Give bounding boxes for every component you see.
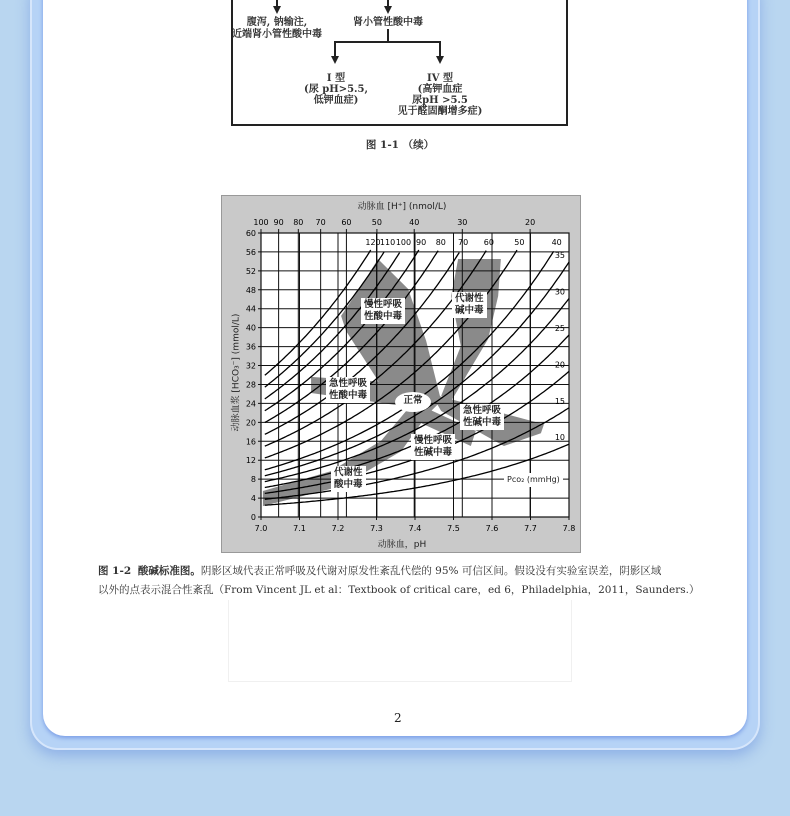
x-axis-title: 动脉血，pH [377,540,427,550]
figure-1-2-caption-line2: 以外的点表示混合性紊乱（From Vincent JL et al：Textbook of critical care，ed 6，Philadelphia，2011，Saunders.） [98,584,700,596]
chart-svg [222,196,582,554]
label-metabolic-acidosis [331,466,366,492]
connector [334,41,441,43]
y-tick-label: 20 [245,418,256,428]
arrow-down-icon [273,6,281,14]
label-line: 慢性呼吸 [364,299,403,310]
y-tick-label: 4 [250,494,256,504]
isobar-label: 30 [554,287,565,297]
y-tick-label: 16 [245,437,256,447]
faint-bleed-box [228,600,572,682]
type4-line: (高钾血症 [417,84,463,95]
y-tick-label: 40 [245,323,256,333]
y-tick-label: 32 [245,361,256,371]
label-normal: 正常 [395,392,431,412]
x-tick-label: 7.5 [447,524,460,533]
top-tick-label: 90 [273,218,284,227]
isobar-label: 40 [551,237,562,247]
y-tick-label: 56 [245,247,256,257]
type4-line: 尿pH >5.5 [412,95,468,106]
caption-label: 图 1-2 [98,565,132,577]
caption-text: 阴影区域代表正常呼吸及代谢对原发性紊乱代偿的 95% 可信区间。假设没有实验室误差，阴影区域 [200,565,662,577]
label-chronic-resp-alkalosis [411,434,455,460]
top-tick-label: 80 [293,218,304,227]
label-line: 代谢性 [455,293,484,304]
type1-line: (尿 pH>5.5, [304,84,368,95]
x-tick-label: 7.2 [331,524,345,533]
label-line: 慢性呼吸 [414,435,453,446]
arrow-down-icon [331,56,339,64]
flowchart-border-left [231,0,233,126]
label-line: 急性呼吸 [329,378,368,389]
figure-1-1-caption: 图 1-1 （续） [365,139,435,151]
top-tick-label: 40 [409,218,420,227]
x-tick-label: 7.0 [254,524,268,533]
x-tick-label: 7.3 [370,524,383,533]
label-line: 性酸中毒 [364,311,403,322]
pco2-label: Pco₂ (mmHg) [504,473,563,487]
acid-base-nomogram [221,195,581,553]
y-tick-label: 60 [245,229,256,238]
isobar-label: 120 [365,237,381,247]
y-tick-label: 36 [245,342,256,352]
isobar-label: 10 [554,433,565,443]
arrow-down-icon [384,6,392,14]
y-tick-label: 12 [245,456,256,466]
caption-title: 酸碱标准图。 [137,565,201,577]
isobar-label: 15 [554,396,565,406]
label-metabolic-alkalosis [452,292,487,318]
connector [439,41,441,57]
top-tick-label: 100 [253,218,269,227]
isobar-label: 25 [554,323,565,333]
isobar-label: 20 [554,360,565,370]
type1-title: I 型 [326,73,346,84]
top-axis-title: 动脉血 [H⁺] (nmol/L) [357,202,447,212]
y-axis-title: 动脉血浆 [HCO₃⁻] (mmol/L) [231,313,242,432]
label-line: 性碱中毒 [414,447,453,458]
isobar-label: 100 [395,237,412,247]
y-tick-label: 24 [245,399,256,409]
top-tick-label: 60 [341,218,352,227]
label-line: 碱中毒 [455,305,484,316]
y-tick-label: 52 [245,266,256,276]
y-tick-label: 44 [245,304,256,314]
top-tick-label: 30 [457,218,468,227]
x-tick-label: 7.8 [562,524,576,533]
arrow-down-icon [436,56,444,64]
label-line: 急性呼吸 [463,405,502,416]
x-tick-label: 7.4 [408,524,422,533]
x-tick-label: 7.6 [485,524,499,533]
middle-node: 肾小管性酸中毒 [353,17,423,28]
page-number: 2 [394,711,402,725]
x-tick-label: 7.7 [524,524,537,533]
x-tick-label: 7.1 [293,524,306,533]
connector [334,41,336,57]
y-tick-label: 8 [250,475,256,485]
isobar-label: 80 [435,237,446,247]
isobar-label: 110 [379,237,396,247]
label-line: 性碱中毒 [463,417,502,428]
type4-title: IV 型 [427,73,453,84]
isobar-label: 35 [554,251,565,261]
isobar-label: 50 [514,237,525,247]
top-tick-label: 70 [315,218,326,227]
y-tick-label: 0 [250,513,256,522]
top-tick-label: 50 [371,218,382,227]
type1-line: 低钾血症) [313,95,359,106]
label-line: 酸中毒 [334,479,363,490]
y-tick-label: 48 [245,285,256,295]
top-tick-label: 20 [525,218,536,227]
y-tick-label: 28 [245,380,256,390]
figure-1-2-caption-line1 [98,563,661,578]
flowchart-border-bottom [231,124,568,126]
isobar-label: 60 [483,237,494,247]
label-line: 性酸中毒 [329,390,368,401]
label-chronic-resp-acidosis [361,298,405,324]
isobar-label: 90 [416,237,427,247]
left-node-line2: 近端肾小管性酸中毒 [232,29,322,40]
label-line: 代谢性 [334,467,363,478]
label-acute-resp-alkalosis [460,404,504,430]
isobar-label: 70 [458,237,469,247]
left-node-line1: 腹泻, 钠输注, [246,17,308,28]
type4-line: 见于醛固酮增多症) [397,106,483,117]
label-acute-resp-acidosis [326,377,370,403]
flowchart-border-right [566,0,568,126]
